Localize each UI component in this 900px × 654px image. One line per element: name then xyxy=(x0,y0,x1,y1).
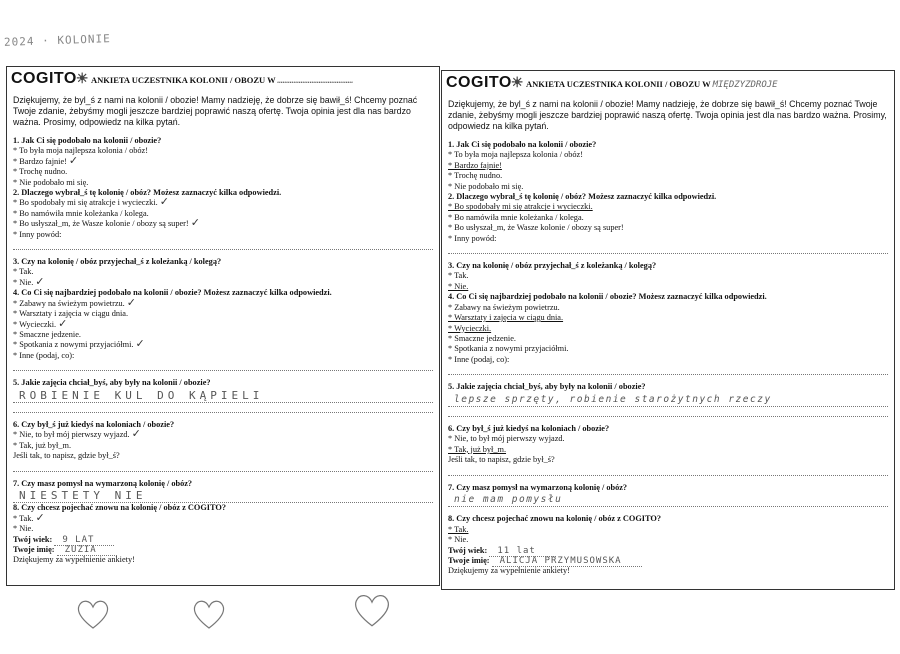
q4-option[interactable]: * Inne (podaj, co): xyxy=(448,354,510,364)
q4-option[interactable]: * Spotkania z nowymi przyjaciółmi. xyxy=(448,344,569,354)
checkmark-icon: ✓ xyxy=(131,427,141,441)
name-field[interactable]: ALICJA PRZYMUSOWSKA xyxy=(492,556,642,567)
q1-option[interactable]: * Nie podobało mi się. xyxy=(448,181,524,191)
q4-option[interactable]: * Zabawy na świeżym powietrzu. xyxy=(448,302,560,312)
checkmark-icon: ✓ xyxy=(35,510,45,524)
thanks-text: Dziękujemy za wypełnienie ankiety! xyxy=(13,555,135,565)
age-field[interactable]: 11 lat xyxy=(489,546,556,557)
q6-option[interactable]: * Tak, już był_m. xyxy=(13,440,72,450)
q1-option[interactable]: * Bardzo fajnie! xyxy=(448,160,502,170)
intro-text: Dziękujemy, że byl_ś z nami na kolonii / obozie! Mamy nadzieję, że dobrze się bawił_ś! Chcemy poznać Twoje zdanie, żebyśmy mogli jeszcze bardziej poprawić naszą ofertę. Twoja opinia jest dla nas bardzo ważna. Prosimy, odpowiedz na kilka pytań. xyxy=(13,95,418,127)
q6-where: Jeśli tak, to napisz, gdzie był_ś? xyxy=(448,455,555,465)
q2-option[interactable]: * Bo usłyszał_m, że Wasze kolonie / obozy są super! xyxy=(448,223,624,233)
question-1: 1. Jak Ci się podobało na kolonii / obozie? xyxy=(13,136,162,145)
question-3: 3. Czy na kolonię / obóz przyjechał_ś z koleżanką / kolegą? xyxy=(13,257,222,267)
heart-icon xyxy=(192,598,226,630)
top-scribble: 2024 · KOLONIE xyxy=(3,32,111,49)
q6-where: Jeśli tak, to napisz, gdzie był_ś? xyxy=(13,451,120,461)
cogito-logo: COGITO☀ xyxy=(446,74,524,91)
q2-option[interactable]: * Bo usłyszał_m, że Wasze kolonie / obozy są super! ✓ xyxy=(13,216,200,230)
age-row: Twój wiek: 9 LAT xyxy=(13,535,433,545)
checkmark-icon: ✓ xyxy=(126,295,136,309)
name-row: Twoje imię: ALICJA PRZYMUSOWSKA xyxy=(448,556,888,566)
q6-option[interactable]: * Nie, to był mój pierwszy wyjazd. ✓ xyxy=(13,427,141,441)
q2-option[interactable]: * Bo spodobały mi się atrakcje i wycieczki. ✓ xyxy=(13,195,169,209)
q4-option[interactable]: * Warsztaty i zajęcia w ciągu dnia. xyxy=(448,313,564,323)
q6-option[interactable]: * Nie, to był mój pierwszy wyjazd. xyxy=(448,434,565,444)
q4-option[interactable]: * Spotkania z nowymi przyjaciółmi. ✓ xyxy=(13,337,145,351)
intro-text: Dziękujemy, że byl_ś z nami na kolonii / obozie! Mamy nadzieję, że dobrze się bawił_ś! Chcemy poznać Twoje zdanie, żebyśmy mogli jeszcze bardziej poprawić naszą ofertę. Twoja opinia jest dla nas bardzo ważna. Prosimy, odpowiedz na kilka pytań. xyxy=(448,99,887,131)
q8-option[interactable]: * Tak. xyxy=(448,524,469,534)
location-field[interactable]: …………………………………… xyxy=(277,76,354,86)
checkmark-icon: ✓ xyxy=(35,274,45,288)
age-row: Twój wiek: 11 lat xyxy=(448,546,888,556)
sheet-header xyxy=(442,71,894,95)
answer-line[interactable] xyxy=(13,403,433,413)
q4-option[interactable]: * Smaczne jedzenie. xyxy=(13,329,81,339)
heart-icon xyxy=(76,598,110,630)
q8-option[interactable]: * Nie. xyxy=(448,535,469,545)
survey-sheet-right xyxy=(441,70,895,590)
checkmark-icon: ✓ xyxy=(135,337,145,351)
q4-option[interactable]: * Wycieczki. ✓ xyxy=(13,316,68,330)
q4-option[interactable]: * Zabawy na świeżym powietrzu. ✓ xyxy=(13,295,136,309)
survey-sheet-left xyxy=(6,66,440,586)
survey-title: ANKIETA UCZESTNIKA KOLONII / OBOZU W MIĘDZYZDROJE xyxy=(526,79,778,90)
checkmark-icon: ✓ xyxy=(190,216,200,230)
q1-option[interactable]: * Trochę nudno. xyxy=(13,167,68,177)
question-3: 3. Czy na kolonię / obóz przyjechał_ś z koleżanką / kolegą? xyxy=(448,261,657,271)
question-8: 8. Czy chcesz pojechać znowu na kolonię / obóz z COGITO? xyxy=(448,514,662,524)
q2-option[interactable]: * Bo namówiła mnie koleżanka / kolega. xyxy=(13,208,149,218)
survey-title: ANKIETA UCZESTNIKA KOLONII / OBOZU W …………………………………… xyxy=(91,75,354,86)
q3-option[interactable]: * Tak. xyxy=(13,267,34,277)
q2-option[interactable]: * Bo spodobały mi się atrakcje i wycieczki. xyxy=(448,202,593,212)
question-6: 6. Czy był_ś już kiedyś na koloniach / obozie? xyxy=(13,419,175,429)
question-2: 2. Dlaczego wybrał_ś tę kolonię / obóz? Możesz zaznaczyć kilka odpowiedzi. xyxy=(13,188,282,198)
age-field[interactable]: 9 LAT xyxy=(54,535,114,546)
q7-answer[interactable]: nie mam pomysłu xyxy=(448,493,888,507)
checkmark-icon: ✓ xyxy=(159,195,169,209)
question-7: 7. Czy masz pomysł na wymarzoną kolonię / obóz? xyxy=(448,482,628,492)
q4-option[interactable]: * Wycieczki. xyxy=(448,323,492,333)
answer-line[interactable] xyxy=(448,365,888,375)
q6-option[interactable]: * Tak, już był_m. xyxy=(448,444,507,454)
q3-option[interactable]: * Nie. ✓ xyxy=(13,274,45,288)
checkmark-icon: ✓ xyxy=(58,316,68,330)
question-1: 1. Jak Ci się podobało na kolonii / obozie? xyxy=(448,140,597,149)
q1-option[interactable]: * To była moja najlepsza kolonia / obóz! xyxy=(13,146,148,156)
q4-option[interactable]: * Inne (podaj, co): xyxy=(13,350,75,360)
answer-line[interactable] xyxy=(13,462,433,472)
q7-answer[interactable]: NIESTETY NIE xyxy=(13,489,433,503)
question-8: 8. Czy chcesz pojechać znowu na kolonię / obóz z COGITO? xyxy=(13,503,227,513)
q5-answer[interactable]: lepsze sprzęty, robienie starożytnych rzeczy xyxy=(448,393,888,407)
q1-option[interactable]: * Bardzo fajnie! ✓ xyxy=(13,153,79,167)
q4-option[interactable]: * Warsztaty i zajęcia w ciągu dnia. xyxy=(13,309,129,319)
sheet-header xyxy=(7,67,439,91)
location-field[interactable]: MIĘDZYZDROJE xyxy=(712,80,778,90)
answer-line[interactable] xyxy=(448,466,888,476)
name-field[interactable]: ZUZIA xyxy=(57,545,117,556)
question-7: 7. Czy masz pomysł na wymarzoną kolonię / obóz? xyxy=(13,478,193,488)
question-2: 2. Dlaczego wybrał_ś tę kolonię / obóz? Możesz zaznaczyć kilka odpowiedzi. xyxy=(448,192,717,202)
q1-option[interactable]: * Nie podobało mi się. xyxy=(13,177,89,187)
answer-line[interactable] xyxy=(13,240,433,250)
q8-option[interactable]: * Nie. xyxy=(13,524,34,534)
q1-option[interactable]: * To była moja najlepsza kolonia / obóz! xyxy=(448,150,583,160)
q1-option[interactable]: * Trochę nudno. xyxy=(448,171,503,181)
answer-line[interactable] xyxy=(448,407,888,417)
checkmark-icon: ✓ xyxy=(68,153,79,167)
answer-line[interactable] xyxy=(448,244,888,254)
answer-line[interactable] xyxy=(13,361,433,371)
question-5: 5. Jakie zajęcia chciał_byś, aby były na kolonii / obozie? xyxy=(13,378,211,388)
name-row: Twoje imię: ZUZIA xyxy=(13,545,433,555)
q3-option[interactable]: * Nie. xyxy=(448,281,469,291)
cogito-logo: COGITO☀ xyxy=(11,70,89,87)
question-5: 5. Jakie zajęcia chciał_byś, aby były na kolonii / obozie? xyxy=(448,382,646,392)
q2-option[interactable]: * Inny powód: xyxy=(13,229,62,239)
q2-option[interactable]: * Bo namówiła mnie koleżanka / kolega. xyxy=(448,212,584,222)
q8-option[interactable]: * Tak. ✓ xyxy=(13,510,45,524)
q5-answer[interactable]: ROBIENIE KUL DO KĄPIELI xyxy=(13,389,433,403)
q3-option[interactable]: * Tak. xyxy=(448,271,469,281)
doodles xyxy=(0,590,440,650)
question-6: 6. Czy był_ś już kiedyś na koloniach / obozie? xyxy=(448,423,610,433)
question-4: 4. Co Ci się najbardziej podobało na kolonii / obozie? Możesz zaznaczyć kilka odpowiedzi. xyxy=(13,288,332,298)
q4-option[interactable]: * Smaczne jedzenie. xyxy=(448,333,516,343)
thanks-text: Dziękujemy za wypełnienie ankiety! xyxy=(448,566,570,576)
heart-icon xyxy=(352,592,392,628)
question-4: 4. Co Ci się najbardziej podobało na kolonii / obozie? Możesz zaznaczyć kilka odpowiedzi. xyxy=(448,292,767,302)
q2-option[interactable]: * Inny powód: xyxy=(448,233,497,243)
